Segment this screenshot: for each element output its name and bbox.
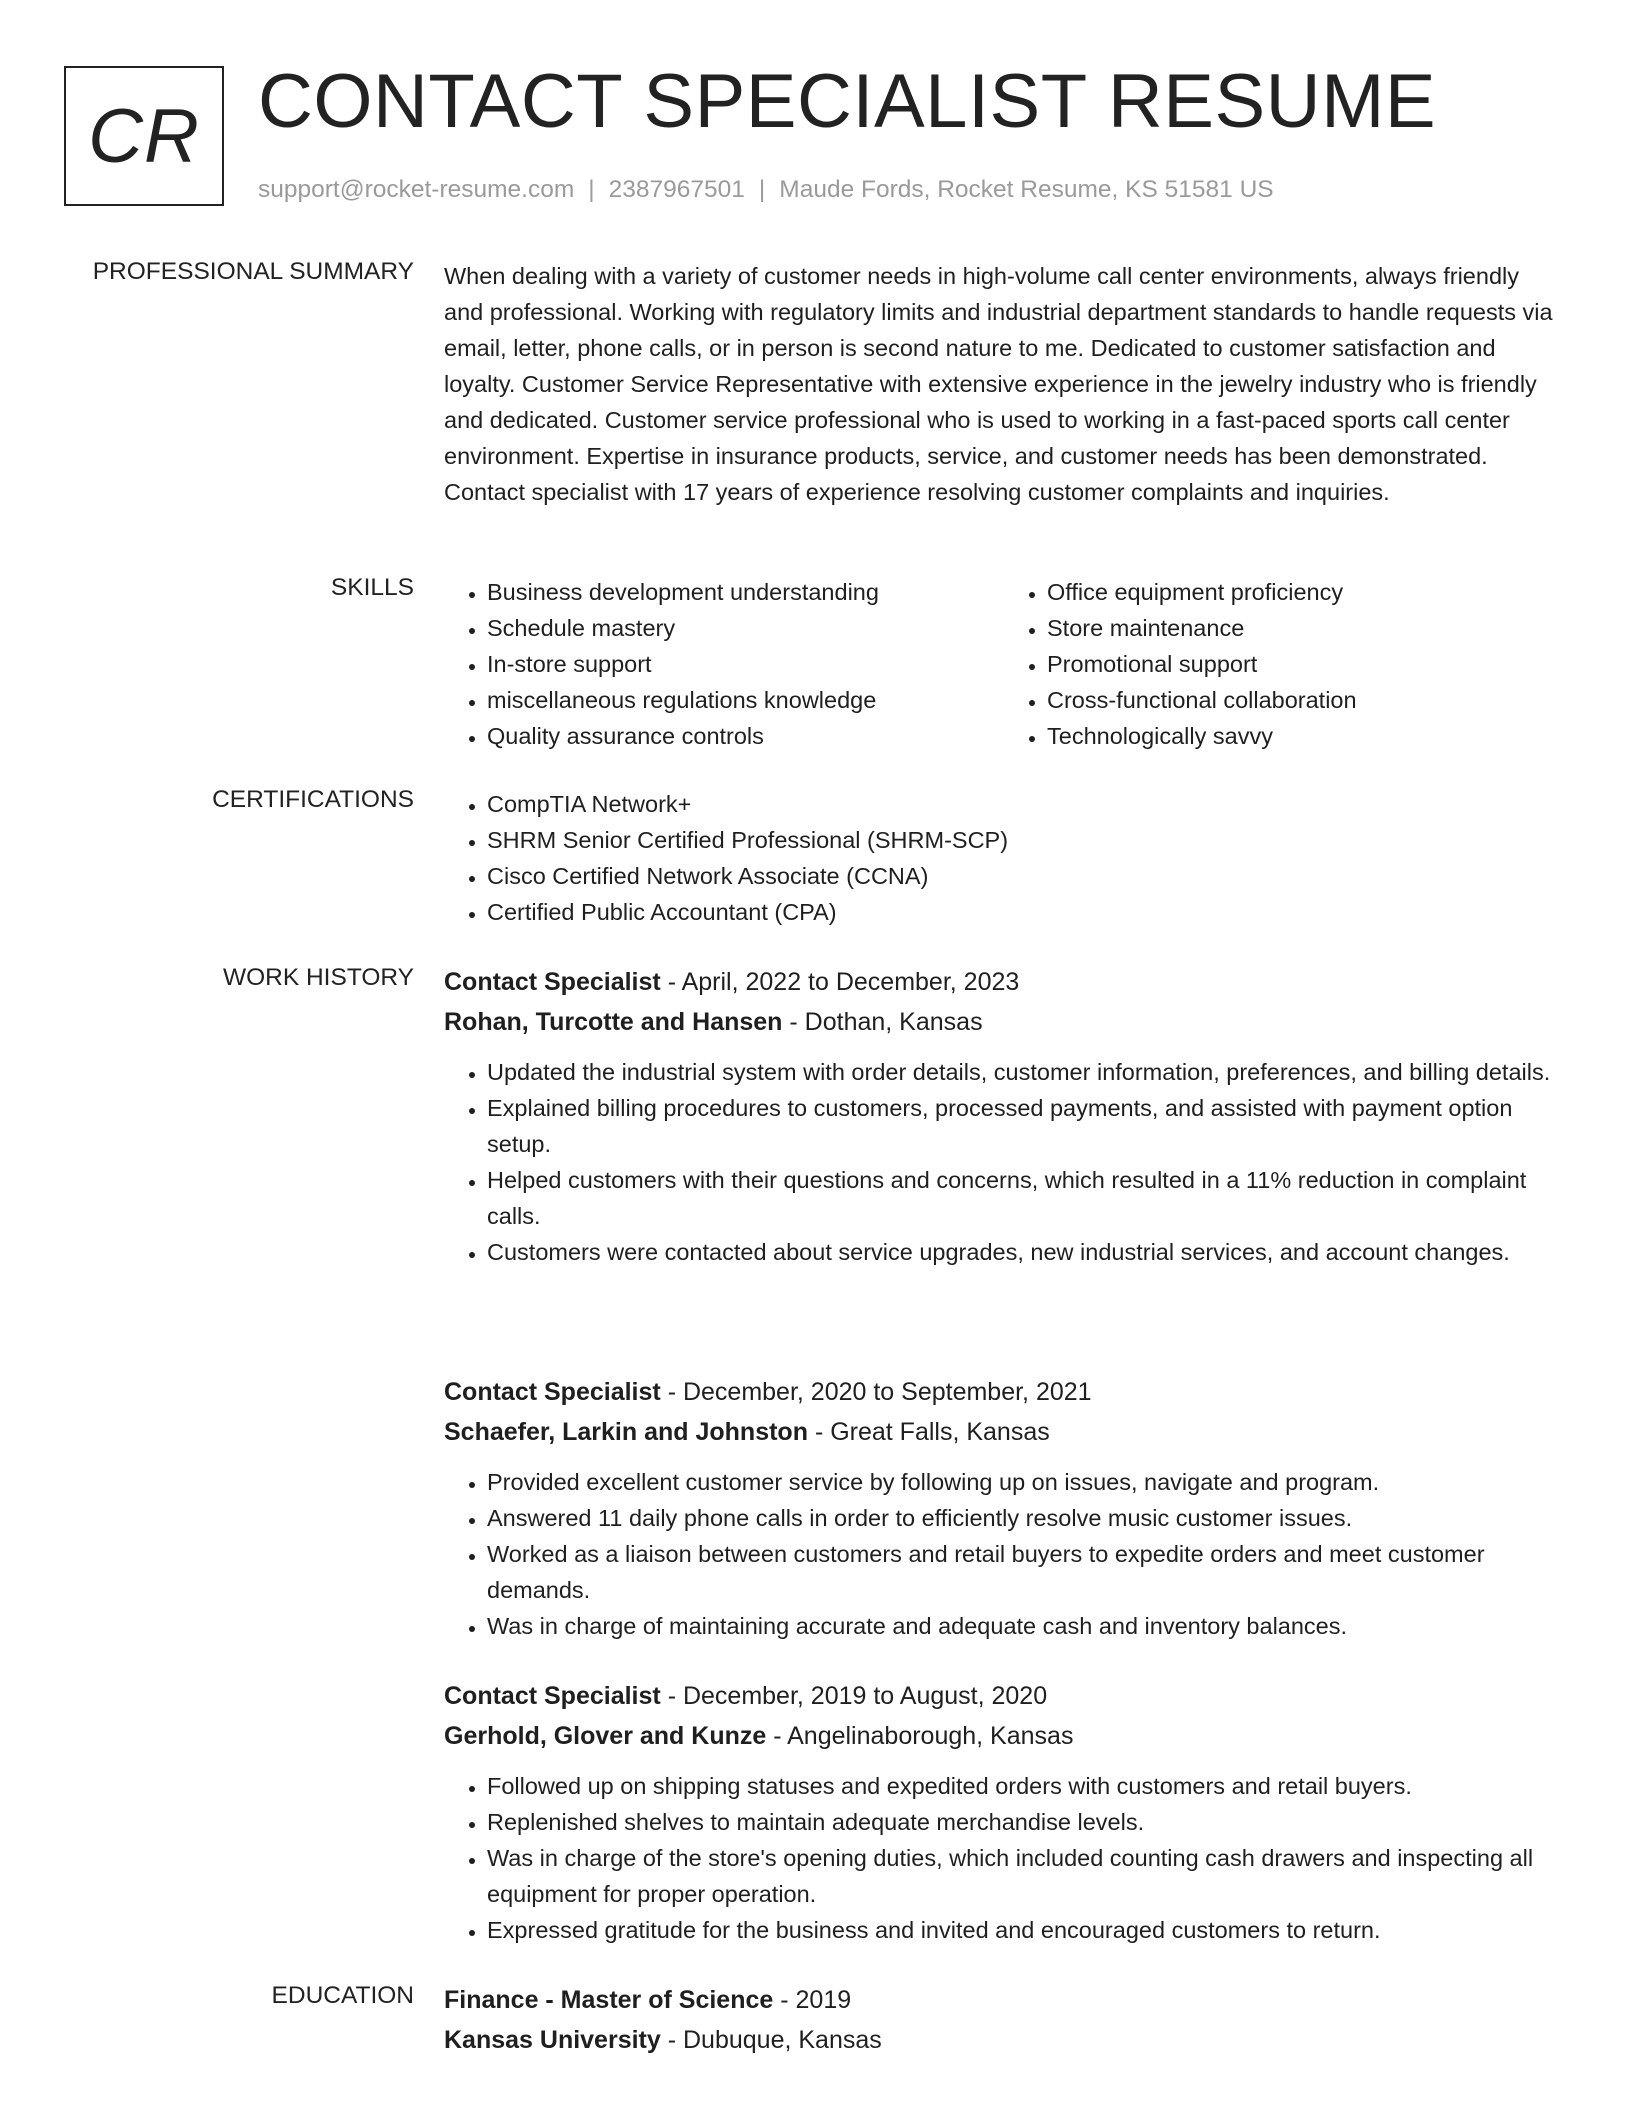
list-item: • Technologically savvy	[1047, 718, 1564, 754]
job-entry	[444, 962, 1564, 1270]
phone[interactable]: 2387967501	[608, 176, 745, 203]
list-item: • Promotional support	[1047, 646, 1564, 682]
list-item: • Certified Public Accountant (CPA)	[487, 894, 1564, 930]
list-item: • In-store support	[487, 646, 1004, 682]
list-item: • Followed up on shipping statuses and expedited orders with customers and retail buyers.	[487, 1768, 1564, 1804]
company-location: - Great Falls, Kansas	[814, 1418, 1050, 1446]
monogram: CR	[64, 66, 224, 206]
skills-list-left	[444, 574, 1004, 754]
company-line	[444, 1716, 1564, 1756]
list-item: • Expressed gratitude for the business and invited and encouraged customers to return.	[487, 1912, 1564, 1948]
section-label: SKILLS	[330, 574, 414, 601]
degree: Finance - Master of Science	[444, 1986, 774, 2014]
list-item: • Helped customers with their questions and concerns, which resulted in a 11% reduction in complaint calls.	[487, 1162, 1564, 1234]
list-item: • Provided excellent customer service by following up on issues, navigate and program.	[487, 1464, 1564, 1500]
list-item: • Replenished shelves to maintain adequate merchandise levels.	[487, 1804, 1564, 1840]
list-item: • Business development understanding	[487, 574, 1004, 610]
list-item: • Was in charge of the store's opening duties, which included counting cash drawers and inspecting all equipment for proper operation.	[487, 1840, 1564, 1912]
section-body	[444, 258, 1564, 510]
certifications-list	[444, 786, 1564, 930]
list-item: • Cross-functional collaboration	[1047, 682, 1564, 718]
list-item: • Quality assurance controls	[487, 718, 1004, 754]
list-item: • Worked as a liaison between customers and retail buyers to expedite orders and meet customer demands.	[487, 1536, 1564, 1608]
list-item: • Cisco Certified Network Associate (CCNA)	[487, 858, 1564, 894]
separator: |	[588, 176, 595, 203]
job-bullets	[444, 1768, 1564, 1948]
summary-text: When dealing with a variety of customer needs in high-volume call center environments, always friendly and professional. Working with regulatory limits and industrial department standards to handle requests via email, letter, phone calls, or in person is second nature to me. Dedicated to customer satisfaction and loyalty. Customer Service Representative with extensive experience in the jewelry industry who is friendly and dedicated. Customer service professional who is used to working in a fast-paced sports call center environment. Expertise in insurance products, service, and customer needs has been demonstrated. Contact specialist with 17 years of experience resolving customer complaints and inquiries.	[444, 263, 1553, 505]
list-item: • Was in charge of maintaining accurate and adequate cash and inventory balances.	[487, 1608, 1564, 1644]
job-title-line	[444, 962, 1564, 1002]
company-line	[444, 1412, 1564, 1452]
list-item: • miscellaneous regulations knowledge	[487, 682, 1004, 718]
job-title: Contact Specialist	[444, 968, 661, 996]
company-location: - Dothan, Kansas	[789, 1008, 983, 1036]
resume-title: CONTACT SPECIALIST RESUME	[258, 59, 1437, 144]
job-dates: - April, 2022 to December, 2023	[667, 968, 1020, 996]
job-dates: - December, 2020 to September, 2021	[667, 1378, 1092, 1406]
list-item: • Office equipment proficiency	[1047, 574, 1564, 610]
job-entry	[444, 1372, 1564, 1644]
job-title-line	[444, 1676, 1564, 1716]
job-entry	[444, 1676, 1564, 1948]
section-label: EDUCATION	[271, 1982, 414, 2009]
company-name: Gerhold, Glover and Kunze	[444, 1722, 767, 1750]
job-dates: - December, 2019 to August, 2020	[667, 1682, 1048, 1710]
list-item: • Customers were contacted about service upgrades, new industrial services, and account changes.	[487, 1234, 1564, 1270]
list-item: • CompTIA Network+	[487, 786, 1564, 822]
school-line	[444, 2020, 1564, 2060]
separator: |	[758, 176, 766, 203]
list-item: • Store maintenance	[1047, 610, 1564, 646]
job-title: Contact Specialist	[444, 1682, 661, 1710]
graduation-year: - 2019	[780, 1986, 852, 2014]
address: Maude Fords, Rocket Resume, KS 51581 US	[779, 176, 1274, 203]
skills-columns	[444, 574, 1564, 754]
section-body	[444, 1980, 1564, 2060]
section-label: CERTIFICATIONS	[212, 786, 414, 813]
section-label: WORK HISTORY	[222, 964, 414, 991]
list-item: • Schedule mastery	[487, 610, 1004, 646]
section-label: PROFESSIONAL SUMMARY	[92, 258, 414, 285]
list-item: • Updated the industrial system with order details, customer information, preferences, and billing details.	[487, 1054, 1564, 1090]
degree-line	[444, 1980, 1564, 2020]
company-line	[444, 1002, 1564, 1042]
school-name: Kansas University	[444, 2026, 661, 2054]
contact-line	[258, 176, 1274, 204]
email[interactable]: support@rocket-resume.com	[258, 176, 575, 203]
list-item: • Explained billing procedures to customers, processed payments, and assisted with payment option setup.	[487, 1090, 1564, 1162]
section-body	[444, 786, 1564, 930]
company-name: Rohan, Turcotte and Hansen	[444, 1008, 783, 1036]
job-bullets	[444, 1054, 1564, 1270]
company-name: Schaefer, Larkin and Johnston	[444, 1418, 808, 1446]
job-bullets	[444, 1464, 1564, 1644]
job-title: Contact Specialist	[444, 1378, 661, 1406]
company-location: - Angelinaborough, Kansas	[773, 1722, 1074, 1750]
list-item: • SHRM Senior Certified Professional (SHRM-SCP)	[487, 822, 1564, 858]
school-location: - Dubuque, Kansas	[667, 2026, 882, 2054]
job-title-line	[444, 1372, 1564, 1412]
list-item: • Answered 11 daily phone calls in order to efficiently resolve music customer issues.	[487, 1500, 1564, 1536]
skills-list-right	[1004, 574, 1564, 754]
